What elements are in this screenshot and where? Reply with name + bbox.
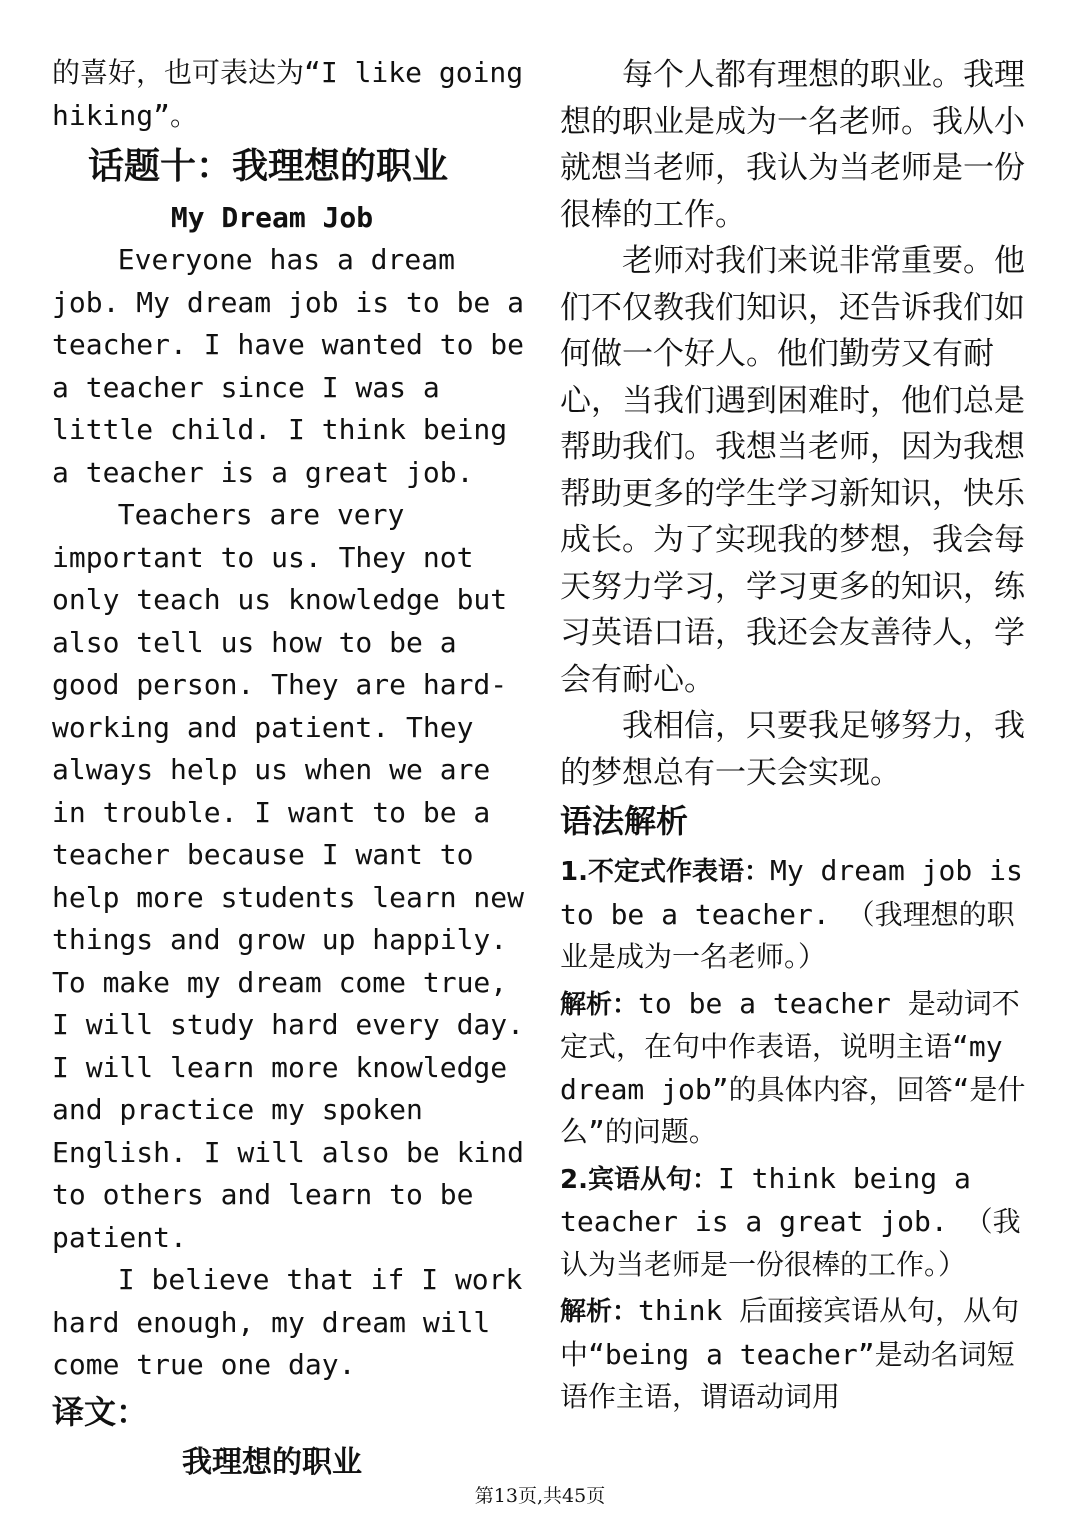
translation-label: 译文：: [52, 1392, 149, 1431]
essay-title: My Dream Job: [170, 201, 374, 234]
left-column: [52, 52, 541, 1489]
grammar-item-1-analysis: [560, 983, 1030, 1154]
topic-title: 话题十：我理想的职业: [88, 146, 449, 187]
essay-paragraph-2: Teachers are very important to us. They not only teach us knowledge but also tell us how to be a good person. They are hard-working and patient. They always help us when we are in trouble. I want to be a teacher because I want to help more students learn new things and grow up happily. To make my dream come true, I will study hard every day. I will learn more knowledge and practice my spoken English. I will also be kind to others and learn to be patient.: [52, 498, 541, 1254]
essay-paragraph-3: I believe that if I work hard enough, my dream will come true one day.: [52, 1263, 540, 1381]
grammar-item-1-analysis-label: 解析：: [560, 989, 639, 1020]
right-column: [560, 52, 1030, 1419]
translation-paragraph-2: 老师对我们来说非常重要。他们不仅教我们知识，还告诉我们如何做一个好人。他们勤劳又有耐心，当我们遇到困难时，他们总是帮助我们。我想当老师，因为我想帮助更多的学生学习新知识，快乐成长。为了实现我的梦想，我会每天努力学习，学习更多的知识，练习英语口语，我还会友善待人，学会有耐心。: [560, 243, 1025, 698]
grammar-item-2-example: I think being a teacher is a great job. （我认为当老师是一份很棒的工作。）: [560, 1161, 1021, 1281]
grammar-item-1: [560, 850, 1030, 979]
translation-paragraph-3: 我相信，只要我足够努力，我的梦想总有一天会实现。: [560, 708, 1025, 791]
grammar-item-2-analysis-text: think 后面接宾语从句，从句中“being a teacher”是动名词短语作主语，谓语动词用: [560, 1294, 1020, 1413]
grammar-item-2-analysis: [560, 1290, 1030, 1419]
grammar-item-2-analysis-label: 解析：: [560, 1297, 639, 1327]
grammar-item-1-example: My dream job is to be a teacher. （我理想的职业是成为一名老师。）: [560, 854, 1023, 973]
page-number-footer: 第13页,共45页: [474, 1485, 606, 1507]
translation-title: 我理想的职业: [182, 1444, 362, 1480]
intro-continued-text: 的喜好，也可表达为“I like going hiking”。: [52, 56, 541, 132]
grammar-item-1-label: 1.不定式作表语：: [560, 857, 770, 887]
grammar-item-2: [560, 1158, 1030, 1287]
translation-paragraph-1: 每个人都有理想的职业。我理想的职业是成为一名老师。我从小就想当老师，我认为当老师是一份很棒的工作。: [560, 57, 1025, 233]
grammar-item-2-label: 2.宾语从句：: [560, 1164, 718, 1195]
essay-paragraph-1: Everyone has a dream job. My dream job is to be a teacher. I have wanted to be a teacher since I was a little child. I think being a teacher is a great job.: [52, 243, 541, 489]
grammar-item-1-analysis-text: to be a teacher 是动词不定式，在句中作表语，说明主语“my dream job”的具体内容，回答“是什么”的问题。: [560, 986, 1026, 1148]
grammar-heading: 语法解析: [560, 802, 689, 840]
